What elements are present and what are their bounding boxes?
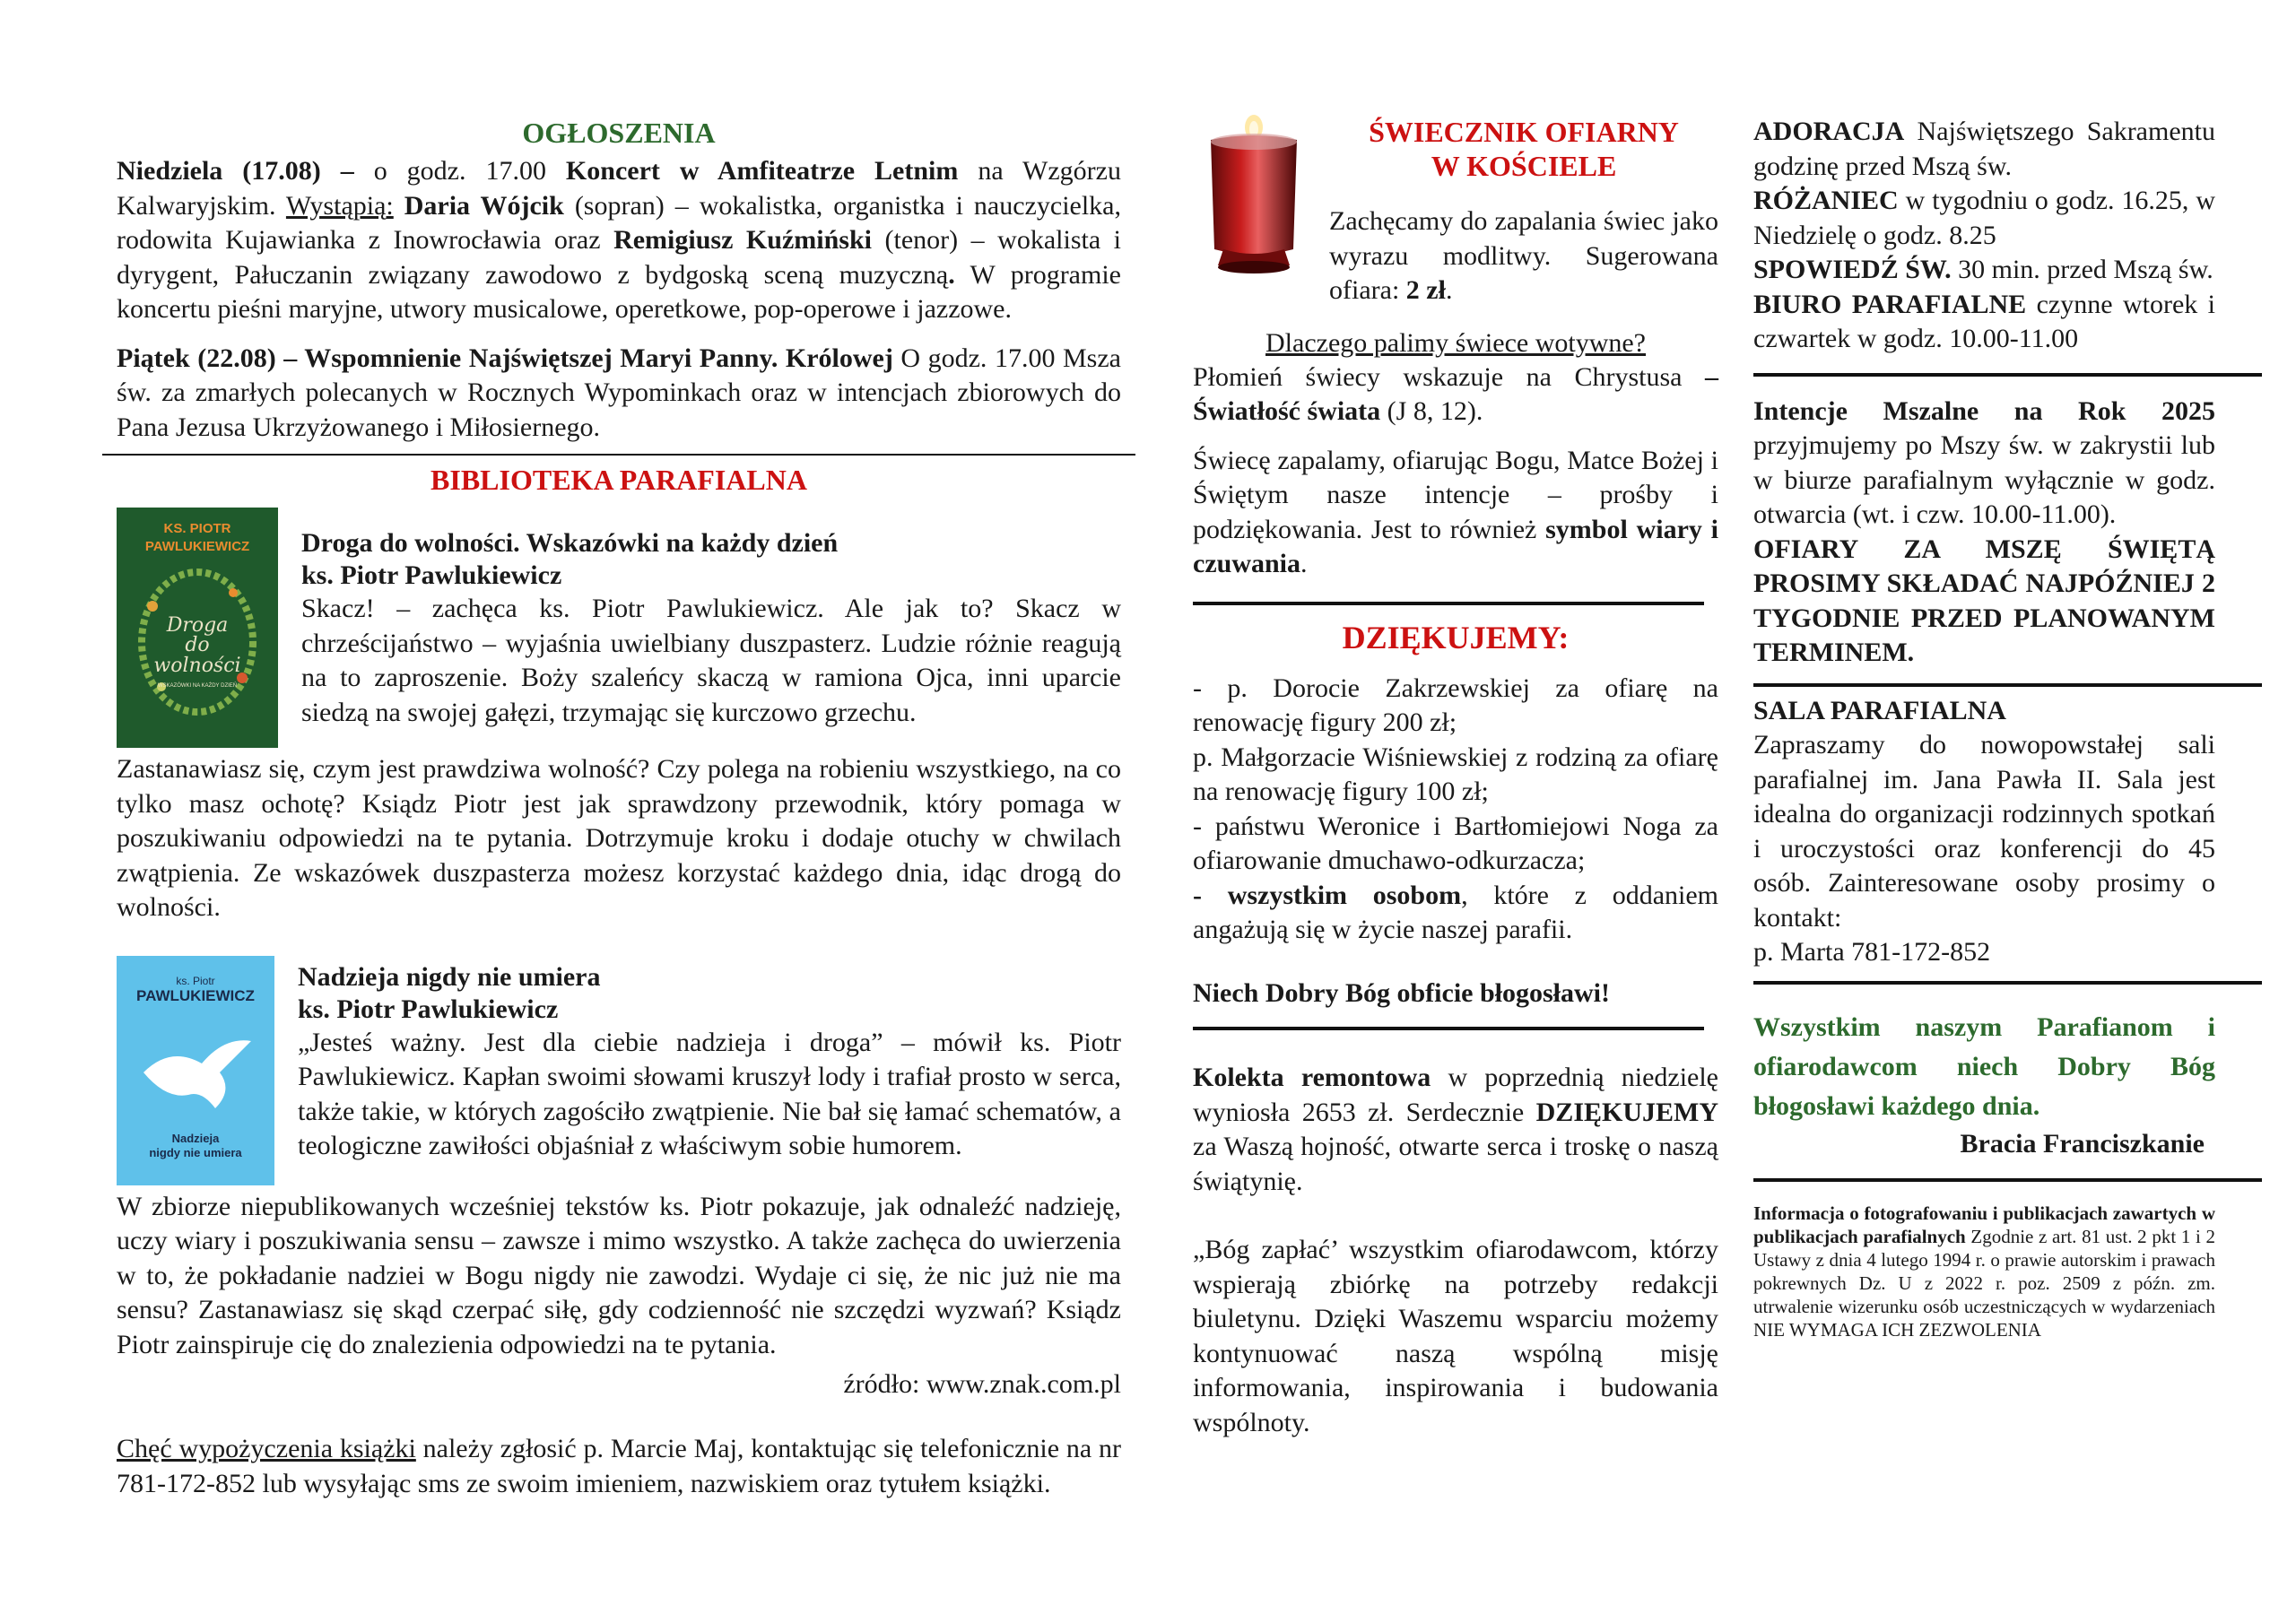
source-note: źródło: www.znak.com.pl xyxy=(843,1369,1121,1399)
svg-text:ks. Piotr: ks. Piotr xyxy=(176,974,215,987)
biuro: BIURO PARAFIALNE czynne wtorek i czwartek w godz. 10.00-11.00 xyxy=(1753,289,2215,353)
thanks-item-4: - wszystkim osobom, które z oddaniem angażują się w życie naszej parafii. xyxy=(1193,880,1719,944)
divider xyxy=(1753,683,2262,687)
announcement-sunday: Niedziela (17.08) – o godz. 17.00 Koncert w Amfiteatrze Letnim na Wzgórzu Kalwaryjskim. Wystąpią: Daria Wójcik (sopran) – wokalistka, organistka i nauczycielka, rodowita Kujawianka z Inowrocławia oraz Remigiusz Kuźmiński (tenor) – wokalista i dyrygent, Pałuczanin związany zawodowo z bydgoską sceną muzyczną. W programie koncertu pieśni maryjne, utwory musicalowe, operetkowe, pop-operowe i jazzowe. xyxy=(117,156,1122,324)
announcement-friday: Piątek (22.08) – Wspomnienie Najświętszej Maryi Panny. Królowej O godz. 17.00 Msza św. za zmarłych polecanych w Rocznych Wypominkach oraz w intencjach zbiorowych do Pana Jezusa Ukrzyżowanego i Miłosiernego. xyxy=(117,343,1121,442)
candle-price: 2 zł xyxy=(1405,275,1446,305)
candle-title-1: ŚWIECZNIK OFIARNY xyxy=(1369,116,1679,148)
performer-1: Daria Wójcik xyxy=(404,190,564,221)
intencje: Intencje Mszalne na Rok 2025 przyjmujemy po Mszy św. w zakrystii lub w biurze parafialnym wyłącznie w godz. otwarcia (wt. i czw. 10.00-11.00). xyxy=(1753,395,2215,529)
divider xyxy=(1753,981,2262,985)
svg-text:WSKAZÓWKI NA KAŻDY DZIEŃ: WSKAZÓWKI NA KAŻDY DZIEŃ xyxy=(157,683,238,689)
friday-title: Piątek (22.08) – Wspomnienie Najświętszej Maryi Panny. Królowej xyxy=(117,343,893,373)
divider xyxy=(1193,1027,1704,1030)
book-1-desc-full: Zastanawiasz się, czym jest prawdziwa wolność? Czy polega na robieniu wszystkiego, na co tylko masz ochotę? Ksiądz Piotr jest jak sprawdzony przewodnik, który pomaga w poszukiwaniu odpowiedzi na te pytania. Dotrzymuje kroku i dodaje otuchy w chwilach zwątpienia. Ze wskazówek duszpasterza możesz korzystać każdego dnia, idąc drogą do wolności. xyxy=(117,754,1121,922)
spowiedz: SPOWIEDŹ ŚW. 30 min. przed Mszą św. xyxy=(1753,255,2213,284)
book-1-desc-side: Skacz! – zachęca ks. Piotr Pawlukiewicz. Ale jak to? Skacz w chrześcijaństwo – wyjaśnia uwielbiany duszpasterz. Ludzie różnie reagują na to zaproszenie. Boży szaleńcy skaczą w ramiona Ojca, inni uparcie siedzą na swojej gałęzi, trzymając się kurczowo grzechu. xyxy=(301,594,1121,727)
book-2 xyxy=(117,956,1121,1190)
candle-answer-2: Świecę zapalamy, ofiarując Bogu, Matce Bożej i Świętym nasze intencje – prośby i podziękowania. Jest to również symbol wiary i czuwania. xyxy=(1193,445,1718,578)
ogloszenia-title: OGŁOSZENIA xyxy=(522,117,716,149)
column-info xyxy=(1753,115,2215,1341)
divider xyxy=(1193,602,1704,605)
book-1-title: Droga do wolności. Wskazówki na każdy dzień xyxy=(301,528,839,558)
sunday-date: Niedziela (17.08) – xyxy=(117,156,354,186)
svg-text:PAWLUKIEWICZ: PAWLUKIEWICZ xyxy=(144,539,250,554)
sala-contact: p. Marta 781-172-852 xyxy=(1753,937,1991,967)
svg-text:Droga: Droga xyxy=(166,614,229,637)
column-candle-thanks xyxy=(1193,115,1718,1440)
svg-text:KS. PIOTR: KS. PIOTR xyxy=(163,521,231,536)
book-2-desc-side: „Jesteś ważny. Jest dla ciebie nadzieja i droga” – mówił ks. Piotr Pawlukiewicz. Kapłan swoimi słowami kruszył lody i trafiał prosto w serca, także takie, w których zagościło zwątpienie. Nie bał się łamać schematów, a teologiczne zawiłości objaśniał z właściwym sobie humorem. xyxy=(298,1027,1121,1160)
kolekta: Kolekta remontowa w poprzednią niedzielę wyniosła 2653 zł. Serdecznie DZIĘKUJEMY za Waszą hojność, otwarte serca i troskę o naszą świątynię. xyxy=(1193,1063,1718,1196)
thanks-item-2: p. Małgorzacie Wiśniewskiej z rodziną za ofiarę na renowację figury 100 zł; xyxy=(1193,742,1718,806)
borrow-link: Chęć wypożyczenia książki xyxy=(117,1434,416,1463)
book-2-title: Nadzieja nigdy nie umiera xyxy=(298,961,601,992)
book-1-cover xyxy=(117,508,278,752)
final-blessing: Wszystkim naszym Parafianom i ofiarodawcom niech Dobry Bóg błogosławi każdego dnia. xyxy=(1753,1011,2215,1121)
thanks-item-3: - państwu Weronice i Bartłomiejowi Noga za ofiarowanie dmuchawo-odkurzacza; xyxy=(1193,811,1718,875)
candle-section xyxy=(1193,115,1718,308)
signature: Bracia Franciszkanie xyxy=(1960,1128,2205,1159)
ofiary-notice: OFIARY ZA MSZĘ ŚWIĘTĄ PROSIMY SKŁADAĆ NAJPÓŹNIEJ 2 TYGODNIE PRZED PLANOWANYM TERMINEM. xyxy=(1753,534,2215,667)
performer-2: Remigiusz Kuźmiński xyxy=(613,225,872,255)
candle-invite: Zachęcamy do zapalania świec jako wyrazu modlitwy. Sugerowana ofiara: 2 zł. xyxy=(1329,206,1718,305)
book-cover-blue-image xyxy=(117,956,274,1185)
book-1-author: ks. Piotr Pawlukiewicz xyxy=(301,560,562,590)
divider xyxy=(1753,373,2262,377)
svg-text:wolności: wolności xyxy=(153,655,241,677)
svg-text:Nadzieja: Nadzieja xyxy=(171,1131,220,1145)
candle-icon xyxy=(1193,115,1315,276)
book-2-author: ks. Piotr Pawlukiewicz xyxy=(298,994,559,1024)
book-cover-green-image xyxy=(117,508,278,748)
candle-title-2: W KOŚCIELE xyxy=(1431,150,1617,182)
section-divider xyxy=(102,454,1135,456)
thanks-title: DZIĘKUJEMY: xyxy=(1342,619,1570,655)
concert-name: Koncert w Amfiteatrze Letnim xyxy=(565,156,959,186)
rozaniec: RÓŻANIEC w tygodniu o godz. 16.25, w Niedzielę o godz. 8.25 xyxy=(1753,186,2215,250)
candle-answer-1: Płomień świecy wskazuje na Chrystusa – Światłość świata (J 8, 12). xyxy=(1193,361,1718,426)
biblioteka-title: BIBLIOTEKA PARAFIALNA xyxy=(430,464,807,496)
sala-text: Zapraszamy do nowopowstałej sali parafialnej im. Jana Pawła II. Sala jest idealna do organizacji rodzinnych spotkań i uroczystości oraz konferencji do 45 osób. Zainteresowane osoby prosimy o kontakt: xyxy=(1753,730,2215,933)
column-announcements xyxy=(117,115,1121,1501)
sala-title: SALA PARAFIALNA xyxy=(1753,695,2006,725)
book-2-cover xyxy=(117,956,274,1190)
candle-question: Dlaczego palimy świece wotywne? xyxy=(1265,327,1646,358)
candle-image xyxy=(1193,115,1315,308)
thanks-item-1: - p. Dorocie Zakrzewskiej za ofiarę na renowację figury 200 zł; xyxy=(1193,673,1718,737)
performers-label: Wystąpią: xyxy=(285,190,394,221)
photo-info: Informacja o fotografowaniu i publikacjach zawartych w publikacjach parafialnych Zgodnie z art. 81 ust. 2 pkt 1 i 2 Ustawy z dnia 4 lutego 1994 r. o prawie autorskim i prawach pokrewnych Dz. U z 2022 r. poz. 2509 z późn. zm. utrwalenie wizerunku osób uczestniczących w wydarzeniach NIE WYMAGA ICH ZEZWOLENIA xyxy=(1753,1202,2215,1341)
book-1 xyxy=(117,508,1121,752)
book-2-desc-full: W zbiorze niepublikowanych wcześniej tekstów ks. Piotr pokazuje, jak odnaleźć nadzieję, uczy wiary i poszukiwania sensu – zawsze i mimo wszystko. A także zachęca do uwierzenia w to, że pokładanie nadziei w Bogu nigdy nie zawodzi. Wydaje ci się, że nic już nie ma sensu? Zastanawiasz się skąd czerpać siłę, gdy codzienność nie szczędzi wyzwań? Ksiądz Piotr zainspiruje cię do znalezienia odpowiedzi na te pytania. xyxy=(117,1191,1121,1359)
svg-text:PAWLUKIEWICZ: PAWLUKIEWICZ xyxy=(136,986,255,1004)
adoracja: ADORACJA Najświętszego Sakramentu godzinę przed Mszą św. xyxy=(1753,117,2215,181)
svg-text:nigdy nie umiera: nigdy nie umiera xyxy=(149,1145,242,1159)
thanks-blessing: Niech Dobry Bóg obficie błogosławi! xyxy=(1193,977,1610,1008)
divider xyxy=(1753,1178,2262,1182)
borrow-info: Chęć wypożyczenia książki należy zgłosić p. Marcie Maj, kontaktując się telefonicznie na nr 781-172-852 lub wysyłając sms ze swoim imieniem, nazwiskiem oraz tytułem książki. xyxy=(117,1434,1121,1498)
bog-zaplac: „Bóg zapłać’ wszystkim ofiarodawcom, którzy wspierają zbiórkę na potrzeby redakcji biuletynu. Dzięki Waszemu wsparciu możemy kontynuować naszą wspólną misję informowania, inspirowania i budowania wspólnoty. xyxy=(1193,1235,1718,1437)
svg-text:do: do xyxy=(185,634,210,656)
